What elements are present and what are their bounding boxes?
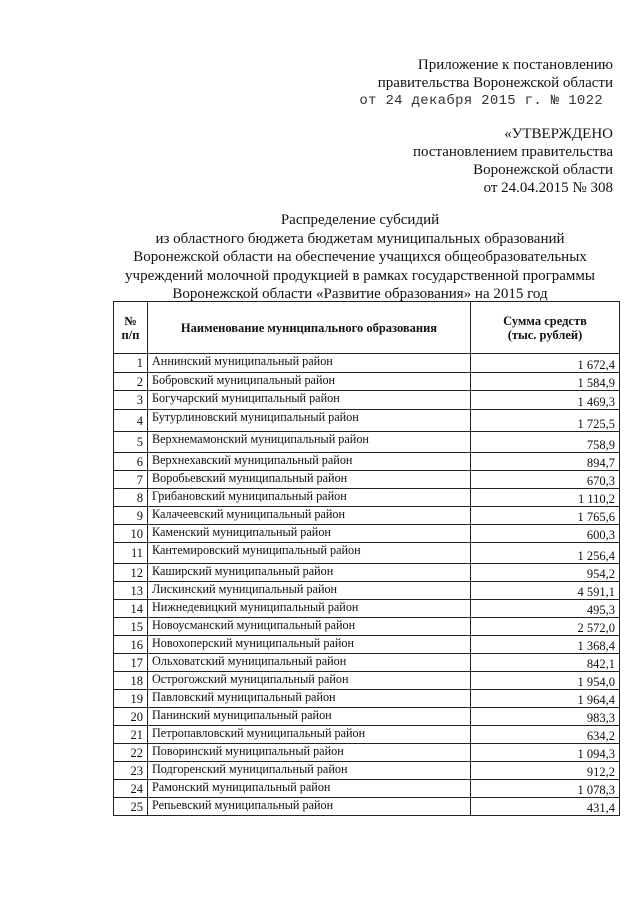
- municipality-name-text: Грибановский муниципальный район: [152, 489, 347, 503]
- municipality-name: [148, 543, 471, 564]
- municipality-name: [148, 410, 471, 432]
- municipality-name: [148, 525, 471, 543]
- municipality-name-text: Нижнедевицкий муниципальный район: [152, 600, 359, 614]
- table-row: [114, 543, 620, 564]
- table-row: [114, 654, 620, 672]
- table-row: [114, 798, 620, 816]
- table-row: [114, 708, 620, 726]
- row-number: 15: [114, 618, 148, 636]
- municipality-name: [148, 489, 471, 507]
- subsidy-amount: 1 765,6: [471, 507, 620, 525]
- subsidy-amount: 600,3: [471, 525, 620, 543]
- title-line-4: учреждений молочной продукцией в рамках государственной программы: [125, 267, 595, 284]
- municipality-name: [148, 618, 471, 636]
- document-title: [100, 211, 620, 304]
- subsidy-amount: 1 256,4: [471, 543, 620, 564]
- municipality-name-text: Каширский муниципальный район: [152, 564, 334, 578]
- subsidy-amount: 1 964,4: [471, 690, 620, 708]
- row-number: 1: [114, 354, 148, 373]
- subsidy-amount: 1 672,4: [471, 354, 620, 373]
- table-row: [114, 489, 620, 507]
- municipality-name-text: Верхнемамонский муниципальный район: [152, 432, 369, 446]
- subsidy-amount: 1 110,2: [471, 489, 620, 507]
- row-number: 18: [114, 672, 148, 690]
- subsidy-amount: 1 078,3: [471, 780, 620, 798]
- approved-line-3: Воронежской области: [473, 162, 613, 178]
- municipality-name-text: Поворинский муниципальный район: [152, 744, 344, 758]
- municipality-name: [148, 471, 471, 489]
- municipality-name: [148, 600, 471, 618]
- row-number: 3: [114, 391, 148, 410]
- row-number: 13: [114, 582, 148, 600]
- row-number: 23: [114, 762, 148, 780]
- row-number: 4: [114, 410, 148, 432]
- municipality-name: [148, 564, 471, 582]
- municipality-name-text: Кантемировский муниципальный район: [152, 543, 361, 557]
- municipality-name: [148, 690, 471, 708]
- title-line-1: Распределение субсидий: [280, 212, 440, 228]
- row-number: 5: [114, 432, 148, 453]
- table-row: [114, 780, 620, 798]
- subsidy-amount: 4 591,1: [471, 582, 620, 600]
- municipality-name: [148, 654, 471, 672]
- subsidy-amount: 2 572,0: [471, 618, 620, 636]
- municipality-name: [148, 373, 471, 391]
- municipality-name-text: Богучарский муниципальный район: [152, 391, 340, 405]
- municipality-name: [148, 432, 471, 453]
- municipality-name-text: Каменский муниципальный район: [152, 525, 331, 539]
- table-row: [114, 600, 620, 618]
- row-number: 24: [114, 780, 148, 798]
- table-body: [114, 354, 620, 816]
- row-number: 7: [114, 471, 148, 489]
- row-number: 20: [114, 708, 148, 726]
- approved-line-4: от 24.04.2015 № 308: [483, 180, 613, 196]
- row-number: 12: [114, 564, 148, 582]
- table-row: [114, 432, 620, 453]
- subsidy-amount: 670,3: [471, 471, 620, 489]
- column-header-number-line-2: п/п: [121, 327, 140, 342]
- municipality-name-text: Новохоперский муниципальный район: [152, 636, 355, 650]
- table-row: [114, 525, 620, 543]
- column-header-number: [114, 302, 148, 354]
- municipality-name-text: Бутурлиновский муниципальный район: [152, 410, 359, 424]
- municipality-name-text: Воробьевский муниципальный район: [152, 471, 348, 485]
- table-row: [114, 453, 620, 471]
- municipality-name: [148, 744, 471, 762]
- subsidy-amount: 842,1: [471, 654, 620, 672]
- table-header-row: [114, 302, 620, 354]
- table-row: [114, 564, 620, 582]
- title-line-3: Воронежской области на обеспечение учащихся общеобразовательных: [133, 249, 587, 266]
- municipality-name: [148, 507, 471, 525]
- municipality-name-text: Бобровский муниципальный район: [152, 373, 336, 387]
- subsidy-amount: 495,3: [471, 600, 620, 618]
- appendix-line-2: правительства Воронежской области: [377, 74, 613, 91]
- municipality-name: [148, 780, 471, 798]
- municipality-name: [148, 582, 471, 600]
- table-row: [114, 672, 620, 690]
- row-number: 9: [114, 507, 148, 525]
- table-row: [114, 391, 620, 410]
- column-header-sum-line-1: Сумма средств: [503, 313, 587, 328]
- approval-stamp-block: [413, 125, 613, 197]
- municipality-name-text: Калачеевский муниципальный район: [152, 507, 346, 521]
- municipality-name-text: Острогожский муниципальный район: [152, 672, 349, 686]
- municipality-name-text: Петропавловский муниципальный район: [152, 726, 366, 740]
- subsidy-amount: 1 725,5: [471, 410, 620, 432]
- row-number: 2: [114, 373, 148, 391]
- table-row: [114, 373, 620, 391]
- table-row: [114, 410, 620, 432]
- row-number: 8: [114, 489, 148, 507]
- appendix-line-1: Приложение к постановлению: [417, 57, 613, 73]
- table-row: [114, 762, 620, 780]
- municipality-name: [148, 453, 471, 471]
- municipality-name-text: Аннинский муниципальный район: [152, 354, 333, 368]
- table-row: [114, 744, 620, 762]
- approved-line-1: «УТВЕРЖДЕНО: [504, 126, 613, 142]
- row-number: 22: [114, 744, 148, 762]
- municipality-name: [148, 636, 471, 654]
- column-header-name: Наименование муниципального образования: [148, 302, 471, 354]
- table-row: [114, 471, 620, 489]
- row-number: 16: [114, 636, 148, 654]
- title-line-5: Воронежской области «Развитие образования» на 2015 год: [172, 286, 548, 303]
- subsidy-amount: 1 368,4: [471, 636, 620, 654]
- municipality-name: [148, 798, 471, 816]
- municipality-name-text: Верхнехавский муниципальный район: [152, 453, 353, 467]
- municipality-name: [148, 708, 471, 726]
- municipality-name: [148, 672, 471, 690]
- table-row: [114, 354, 620, 373]
- subsidy-amount: 1 469,3: [471, 391, 620, 410]
- municipality-name-text: Репьевский муниципальный район: [152, 798, 334, 812]
- subsidy-amount: 1 584,9: [471, 373, 620, 391]
- approved-line-2: постановлением правительства: [412, 144, 613, 160]
- municipality-name-text: Павловский муниципальный район: [152, 690, 336, 704]
- appendix-block: [359, 57, 613, 110]
- row-number: 6: [114, 453, 148, 471]
- table-row: [114, 690, 620, 708]
- table-row: [114, 618, 620, 636]
- row-number: 14: [114, 600, 148, 618]
- municipality-name-text: Панинский муниципальный район: [152, 708, 332, 722]
- appendix-date-number: от 24 декабря 2015 г. № 1022: [359, 93, 603, 109]
- table-row: [114, 582, 620, 600]
- row-number: 19: [114, 690, 148, 708]
- table-row: [114, 726, 620, 744]
- row-number: 11: [114, 543, 148, 564]
- subsidy-amount: 758,9: [471, 432, 620, 453]
- column-header-number-line-1: №: [124, 313, 137, 328]
- table-row: [114, 507, 620, 525]
- subsidy-amount: 1 954,0: [471, 672, 620, 690]
- municipality-name-text: Лискинский муниципальный район: [152, 582, 338, 596]
- municipality-name: [148, 762, 471, 780]
- subsidy-amount: 912,2: [471, 762, 620, 780]
- municipality-name-text: Подгоренский муниципальный район: [152, 762, 348, 776]
- row-number: 21: [114, 726, 148, 744]
- municipality-name-text: Рамонский муниципальный район: [152, 780, 331, 794]
- municipality-name-text: Новоусманский муниципальный район: [152, 618, 356, 632]
- row-number: 17: [114, 654, 148, 672]
- title-line-2: из областного бюджета бюджетам муниципальных образований: [155, 230, 565, 247]
- municipality-name: [148, 354, 471, 373]
- table-row: [114, 636, 620, 654]
- subsidy-amount: 1 094,3: [471, 744, 620, 762]
- subsidy-amount: 894,7: [471, 453, 620, 471]
- subsidy-amount: 431,4: [471, 798, 620, 816]
- subsidy-amount: 954,2: [471, 564, 620, 582]
- subsidy-table: [113, 301, 620, 816]
- municipality-name: [148, 726, 471, 744]
- row-number: 25: [114, 798, 148, 816]
- column-header-sum-line-2: (тыс. рублей): [507, 327, 583, 342]
- row-number: 10: [114, 525, 148, 543]
- municipality-name-text: Ольховатский муниципальный район: [152, 654, 347, 668]
- subsidy-amount: 634,2: [471, 726, 620, 744]
- column-header-sum: [471, 302, 620, 354]
- municipality-name: [148, 391, 471, 410]
- subsidy-amount: 983,3: [471, 708, 620, 726]
